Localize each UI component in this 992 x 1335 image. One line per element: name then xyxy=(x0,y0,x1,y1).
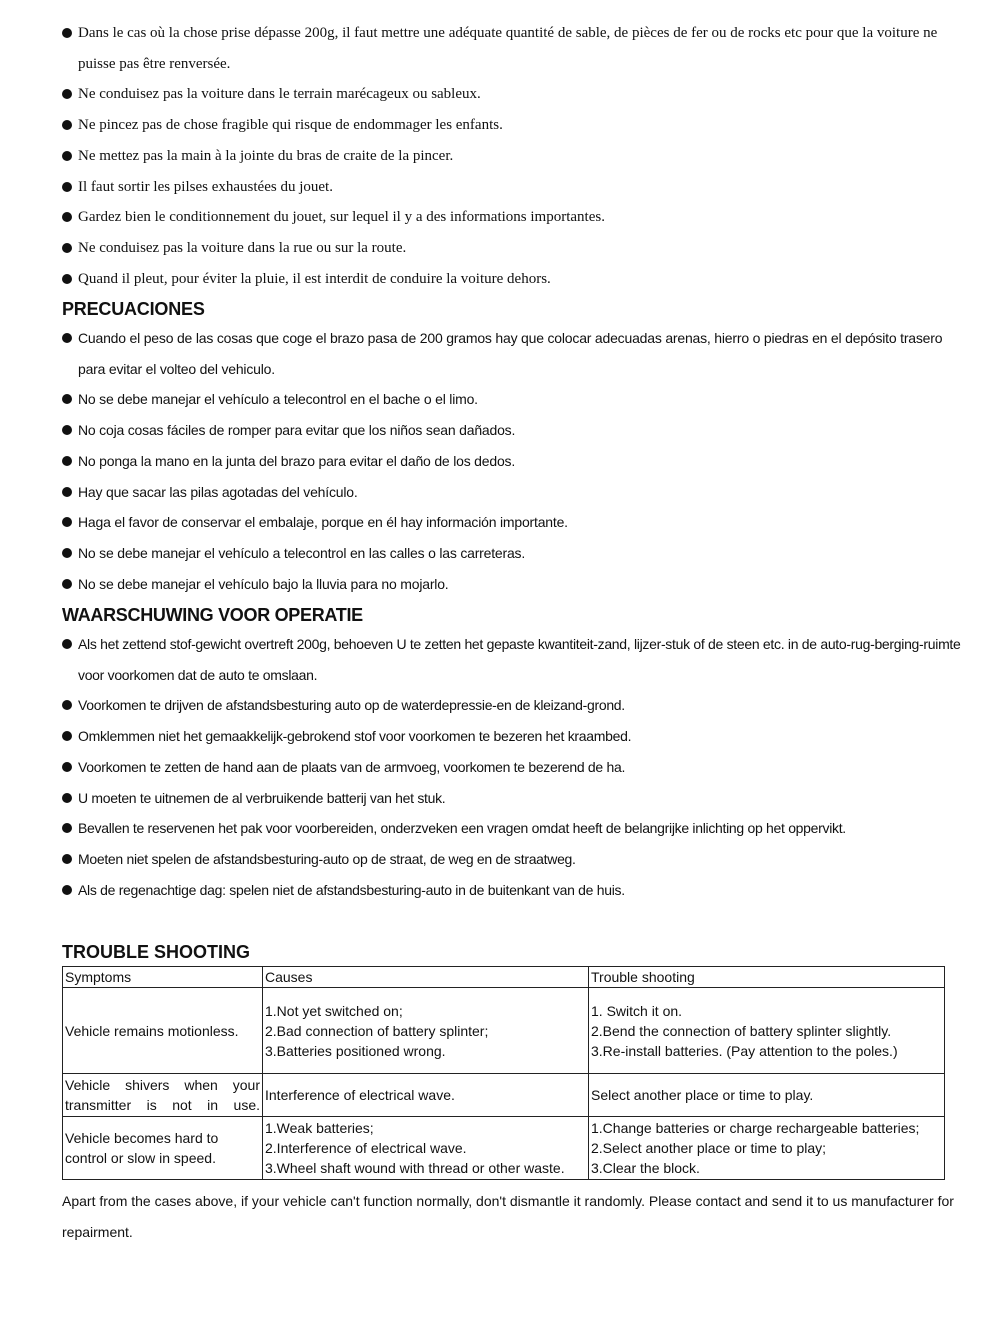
spanish-list xyxy=(62,323,970,599)
causes-cell xyxy=(263,1074,589,1117)
list-item: U moeten te uitnemen de al verbruikende batterij van het stuk. xyxy=(62,783,970,814)
dutch-list xyxy=(62,629,970,905)
list-item: Als de regenachtige dag: spelen niet de afstandsbesturing-auto in de buitenkant van de huis. xyxy=(62,875,970,906)
table-header-row xyxy=(63,967,945,988)
fix-item: Select another place or time to play. xyxy=(591,1087,814,1103)
bullet-icon xyxy=(62,793,72,803)
fix-cell xyxy=(589,1074,945,1117)
list-item: Voorkomen te zetten de hand aan de plaats van de armvoeg, voorkomen te bezerend de ha. xyxy=(62,752,970,783)
fix-item: 2.Select another place or time to play; xyxy=(591,1140,827,1156)
list-item: Voorkomen te drijven de afstandsbesturing auto op de waterdepressie-en de kleizand-grond. xyxy=(62,690,970,721)
bullet-icon xyxy=(62,517,72,527)
bullet-icon xyxy=(62,579,72,589)
bullet-icon xyxy=(62,885,72,895)
fix-item: 3.Clear the block. xyxy=(591,1160,700,1176)
dutch-warnings xyxy=(62,604,970,905)
bullet-icon xyxy=(62,28,72,38)
cause-item: Interference of electrical wave. xyxy=(265,1087,455,1103)
list-item: Moeten niet spelen de afstandsbesturing-auto op de straat, de weg en de straatweg. xyxy=(62,844,970,875)
bullet-icon xyxy=(62,700,72,710)
cause-item: 3.Wheel shaft wound with thread or other waste. xyxy=(265,1160,565,1176)
list-item: No se debe manejar el vehículo bajo la lluvia para no mojarlo. xyxy=(62,569,970,600)
list-item: Omklemmen niet het gemaakkelijk-gebrokend stof voor voorkomen te bezeren het kraambed. xyxy=(62,721,970,752)
bullet-icon xyxy=(62,823,72,833)
symptom-cell: Vehicle remains motionless. xyxy=(63,988,263,1074)
bullet-icon xyxy=(62,394,72,404)
list-item: Gardez bien le conditionnement du jouet, sur lequel il y a des informations importantes. xyxy=(62,202,970,233)
list-item: No ponga la mano en la junta del brazo para evitar el daño de los dedos. xyxy=(62,446,970,477)
list-item: Haga el favor de conservar el embalaje, porque en él hay información importante. xyxy=(62,507,970,538)
list-item: Ne conduisez pas la voiture dans la rue ou sur la route. xyxy=(62,233,970,264)
bullet-icon xyxy=(62,762,72,772)
cause-item: 2.Interference of electrical wave. xyxy=(265,1140,467,1156)
section-heading: WAARSCHUWING VOOR OPERATIE xyxy=(62,605,363,625)
causes-cell xyxy=(263,988,589,1074)
list-item: Il faut sortir les pilses exhaustées du jouet. xyxy=(62,172,970,203)
table-row xyxy=(63,988,945,1074)
bullet-icon xyxy=(62,487,72,497)
causes-cell xyxy=(263,1117,589,1180)
cause-item: 3.Batteries positioned wrong. xyxy=(265,1042,446,1059)
bullet-icon xyxy=(62,274,72,284)
bullet-icon xyxy=(62,182,72,192)
bullet-icon xyxy=(62,854,72,864)
bullet-icon xyxy=(62,151,72,161)
bullet-icon xyxy=(62,212,72,222)
bullet-icon xyxy=(62,425,72,435)
list-item: Cuando el peso de las cosas que coge el brazo pasa de 200 gramos hay que colocar adecuadas arenas, hierro o piedras en el depósito trasero para evitar el volteo del vehiculo. xyxy=(62,323,970,384)
troubleshooting-table xyxy=(62,966,945,1180)
bullet-icon xyxy=(62,89,72,99)
list-item: Hay que sacar las pilas agotadas del vehículo. xyxy=(62,477,970,508)
french-warnings xyxy=(62,18,970,294)
bullet-icon xyxy=(62,120,72,130)
column-header-trouble-shooting: Trouble shooting xyxy=(589,967,945,988)
symptom-cell: Vehicle becomes hard to control or slow in speed. xyxy=(63,1117,263,1180)
symptom-cell: Vehicle shivers when your transmitter is not in use. xyxy=(63,1074,263,1117)
troubleshooting-footnote: Apart from the cases above, if your vehicle can't function normally, don't dismantle it randomly. Please contact and send it to us manufacturer for repairment. xyxy=(62,1193,954,1240)
list-item: Bevallen te reservenen het pak voor voorbereiden, onderzveken een vragen omdat heeft de belangrijke inlichting op het oppervikt. xyxy=(62,813,970,844)
list-item: Dans le cas où la chose prise dépasse 200g, il faut mettre une adéquate quantité de sable, de pièces de fer ou de rocks etc pour que la voiture ne puisse pas être renversée. xyxy=(62,18,970,79)
section-heading: TROUBLE SHOOTING xyxy=(62,942,250,962)
cause-item: 1.Weak batteries; xyxy=(265,1120,374,1136)
column-header-symptoms: Symptoms xyxy=(63,967,263,988)
list-item: Als het zettend stof-gewicht overtreft 200g, behoeven U te zetten het gepaste kwantiteit-zand, lijzer-stuk of de steen etc. in de auto-rug-berging-ruimte voor voorkomen dat de auto te omslaan. xyxy=(62,629,970,690)
troubleshooting-section xyxy=(62,941,970,1262)
bullet-icon xyxy=(62,548,72,558)
list-item: Ne mettez pas la main à la jointe du bras de craite de la pincer. xyxy=(62,141,970,172)
fix-item: 2.Bend the connection of battery splinter slightly. xyxy=(591,1022,892,1039)
cause-item: 2.Bad connection of battery splinter; xyxy=(265,1022,489,1039)
column-header-causes: Causes xyxy=(263,967,589,988)
french-list xyxy=(62,18,970,294)
bullet-icon xyxy=(62,333,72,343)
cause-item: 1.Not yet switched on; xyxy=(265,1002,403,1019)
list-item: No se debe manejar el vehículo a telecontrol en el bache o el limo. xyxy=(62,384,970,415)
table-row xyxy=(63,1117,945,1180)
table-row xyxy=(63,1074,945,1117)
fix-cell xyxy=(589,988,945,1074)
fix-item: 3.Re-install batteries. (Pay attention to the poles.) xyxy=(591,1042,898,1059)
list-item: No se debe manejar el vehículo a telecontrol en las calles o las carreteras. xyxy=(62,538,970,569)
fix-item: 1.Change batteries or charge rechargeable batteries; xyxy=(591,1120,920,1136)
bullet-icon xyxy=(62,456,72,466)
bullet-icon xyxy=(62,731,72,741)
bullet-icon xyxy=(62,243,72,253)
list-item: Ne pincez pas de chose fragible qui risque de endommager les enfants. xyxy=(62,110,970,141)
fix-cell xyxy=(589,1117,945,1180)
list-item: No coja cosas fáciles de romper para evitar que los niños sean dañados. xyxy=(62,415,970,446)
list-item: Quand il pleut, pour éviter la pluie, il est interdit de conduire la voiture dehors. xyxy=(62,264,970,295)
section-heading: PRECUACIONES xyxy=(62,299,205,319)
bullet-icon xyxy=(62,639,72,649)
fix-item: 1. Switch it on. xyxy=(591,1002,683,1019)
list-item: Ne conduisez pas la voiture dans le terrain marécageux ou sableux. xyxy=(62,79,970,110)
spanish-warnings xyxy=(62,298,970,599)
